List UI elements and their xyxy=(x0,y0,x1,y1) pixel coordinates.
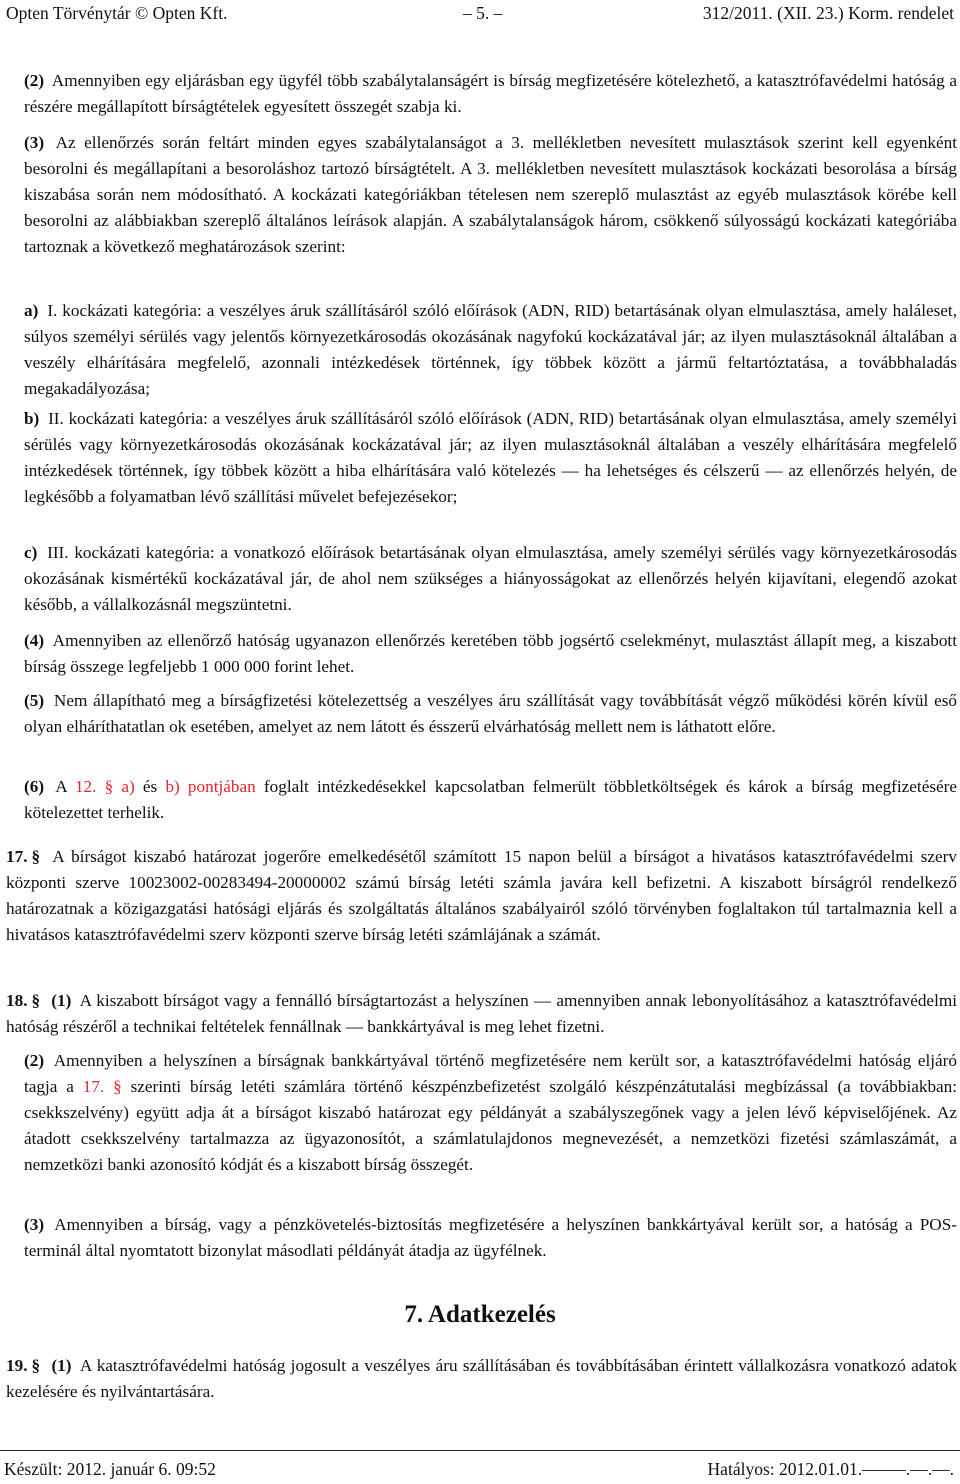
chapter-title: 7. Adatkezelés xyxy=(404,1301,556,1328)
paragraph-6 xyxy=(24,774,957,826)
list-item-c xyxy=(24,540,957,618)
paragraph-text: A katasztrófavédelmi hatóság jogosult a veszélyes áru szállításában és továbbításában érintett vállalkozásra vonatkozó adatok kezelésére és nyilvántartására. xyxy=(6,1356,957,1401)
header-page-number: – 5. – xyxy=(463,3,503,23)
paragraph-4 xyxy=(24,628,957,680)
paragraph-text-post: foglalt intézkedésekkel kapcsolatban felmerült többletköltségek és károk a bírság megfizetésére kötelezettet terhelik. xyxy=(24,777,957,822)
paragraph-text: Nem állapítható meg a bírságfizetési kötelezettség a veszélyes áru szállítását vagy továbbítását végző működési körén kívül eső olyan elháríthatatlan ok esetében, amelyet az nem látott és ésszerű elvárhatóság mellett nem is láthatott előre. xyxy=(24,691,957,736)
paragraph-label: (6) xyxy=(24,777,45,796)
paragraph-3 xyxy=(24,130,957,260)
paragraph-text: Amennyiben egy eljárásban egy ügyfél több szabálytalanságért is bírság megfizetésére kötelezhető, a katasztrófavédelmi hatóság a részére megállapított bírságtételek egyesített összegét szabja ki. xyxy=(24,71,957,116)
list-item-b xyxy=(24,406,957,510)
header-source: Opten Törvénytár © Opten Kft. xyxy=(6,3,228,23)
section-number: 18. xyxy=(6,991,28,1010)
paragraph-text-post: szerinti bírság letéti számlára történő készpénzbefizetést szolgáló készpénzátutalási megbízással (a továbbiakban: csekkszelvény) együtt adja át a bírságot kiszabó határozat egy példányát a szabályszegőnek vagy a jelen lévő képviselőjének. Az átadott csekkszelvény tartalmazza az ügyazonosítót, a számlatulajdonos megnevezését, a nemzetközi fizetési számlaszámát, a nemzetközi banki azonosító kódját és a kiszabott bírság összegét. xyxy=(24,1077,958,1174)
paragraph-label: (4) xyxy=(24,631,45,650)
list-item-text: I. kockázati kategória: a veszélyes áruk szállításáról szóló előírások (ADN, RID) betartásának olyan elmulasztása, amely haláleset, súlyos személyi sérülés vagy jelentős környezetkárosodás okozásának nagyfokú kockázatával jár; az ilyen mulasztásoknál általában a veszély elhárítására megfelelő, azonnali intézkedések történnek, így többek között a jármű feltartóztatása, a továbbhaladás megakadályozása; xyxy=(24,301,958,398)
reference-link-b-point[interactable]: b) pontjában xyxy=(165,777,256,796)
paragraph-label: (1) xyxy=(51,991,72,1010)
paragraph-label: (2) xyxy=(24,1051,45,1070)
paragraph-label: (2) xyxy=(24,71,45,90)
paragraph-2 xyxy=(24,68,957,120)
list-item-label: a) xyxy=(24,301,39,320)
section-sign: § xyxy=(31,847,41,866)
paragraph-text-pre: Amennyiben a helyszínen a bírságnak bankkártyával történő megfizetésére nem került sor, a katasztrófavédelmi hatóság eljáró tagja a xyxy=(24,1051,957,1096)
paragraph-text: Amennyiben az ellenőrző hatóság ugyanazon ellenőrzés keretében több jogsértő cselekményt, mulasztást állapít meg, a kiszabott bírság összege legfeljebb 1 000 000 forint lehet. xyxy=(24,631,957,676)
paragraph-label: (1) xyxy=(51,1356,72,1375)
reference-link-17[interactable]: 17. § xyxy=(82,1077,122,1096)
list-item-label: c) xyxy=(24,543,38,562)
page-header xyxy=(6,2,954,26)
footer-divider xyxy=(0,1450,960,1451)
list-item-text: II. kockázati kategória: a veszélyes áruk szállításáról szóló előírások (ADN, RID) betartásának olyan elmulasztása, amely személyi sérülés vagy környezetkárosodás okozásának kockázatával jár; az ilyen mulasztásoknál általában a veszély elhárítására megfelelő intézkedések történnek, így többek között a hiba elhárítására való kötelezés — ha lehetséges és célszerű — az ellenőrzés helyén, de legkésőbb a folyamatban lévő szállítási művelet befejezésekor; xyxy=(24,409,957,506)
paragraph-text: Amennyiben a bírság, vagy a pénzkövetelés-biztosítás megfizetésére a helyszínen bankkártyával került sor, a hatóság a POS-terminál által nyomtatott bizonylat másodlati példányát átadja az ügyfélnek. xyxy=(24,1215,957,1260)
paragraph-label: (3) xyxy=(24,133,45,152)
section-19 xyxy=(6,1353,957,1405)
paragraph-5 xyxy=(24,688,957,740)
paragraph-label: (5) xyxy=(24,691,45,710)
section-18-paragraph-3 xyxy=(24,1212,957,1264)
section-17 xyxy=(6,844,957,948)
list-item-text: III. kockázati kategória: a vonatkozó előírások betartásának olyan elmulasztása, amely személyi sérülés vagy környezetkárosodás okozásának kismértékű kockázatával jár, de ahol nem szükséges a hiányosságokat az ellenőrzés helyén kijavítani, elegendő azokat később, a vállalkozásnál megszüntetni. xyxy=(24,543,957,614)
paragraph-text-pre: A xyxy=(55,777,67,796)
list-item-a xyxy=(24,298,957,402)
reference-link-12-a[interactable]: 12. § a) xyxy=(74,777,135,796)
section-18-paragraph-2 xyxy=(24,1048,957,1178)
section-sign: § xyxy=(31,1356,41,1375)
paragraph-text-mid: és xyxy=(142,777,158,796)
section-sign: § xyxy=(31,991,41,1010)
footer-created: Készült: 2012. január 6. 09:52 xyxy=(4,1459,216,1479)
section-text: A bírságot kiszabó határozat jogerőre emelkedésétől számított 15 napon belül a bírságot a hivatásos katasztrófavédelmi szerv központi szerve 10023002-00283494-20000002 számú bírság letéti számla javára kell befizetni. A kiszabott bírságról rendelkező határozatnak a közigazgatási hatósági eljárás és szolgáltatás általános szabályairól szóló törvényben foglaltakon túl tartalmaznia kell a hivatásos katasztrófavédelmi szerv központi szerve bírság letéti számlájának a számát. xyxy=(6,847,957,944)
header-regulation-id: 312/2011. (XII. 23.) Korm. rendelet xyxy=(702,3,954,23)
section-18 xyxy=(6,988,957,1040)
paragraph-text: Az ellenőrzés során feltárt minden egyes szabálytalanságot a 3. mellékletben nevesített mulasztások szerint kell egyenként besorolni és megállapítani a besoroláshoz tartozó bírságtételt. A 3. mellékletben nevesített mulasztások kockázati besorolása a bírság kiszabása során nem módosítható. A kockázati kategóriákban tételesen nem szereplő mulasztást az egyéb mulasztások körébe kell besorolni az alábbiakban szereplő általános leírások alapján. A szabálytalanságok három, csökkenő súlyosságú kockázati kategóriába tartoznak a következő meghatározások szerint: xyxy=(24,133,957,256)
section-number: 19. xyxy=(6,1356,28,1375)
footer-effective: Hatályos: 2012.01.01.–––––.––.––. xyxy=(707,1459,954,1479)
paragraph-label: (3) xyxy=(24,1215,45,1234)
list-item-label: b) xyxy=(24,409,40,428)
section-number: 17. xyxy=(6,847,28,866)
paragraph-text: A kiszabott bírságot vagy a fennálló bírságtartozást a helyszínen — amennyiben annak lebonyolításához a katasztrófavédelmi hatóság részéről a technikai feltételek fennállnak — bankkártyával is meg lehet fizetni. xyxy=(6,991,957,1036)
